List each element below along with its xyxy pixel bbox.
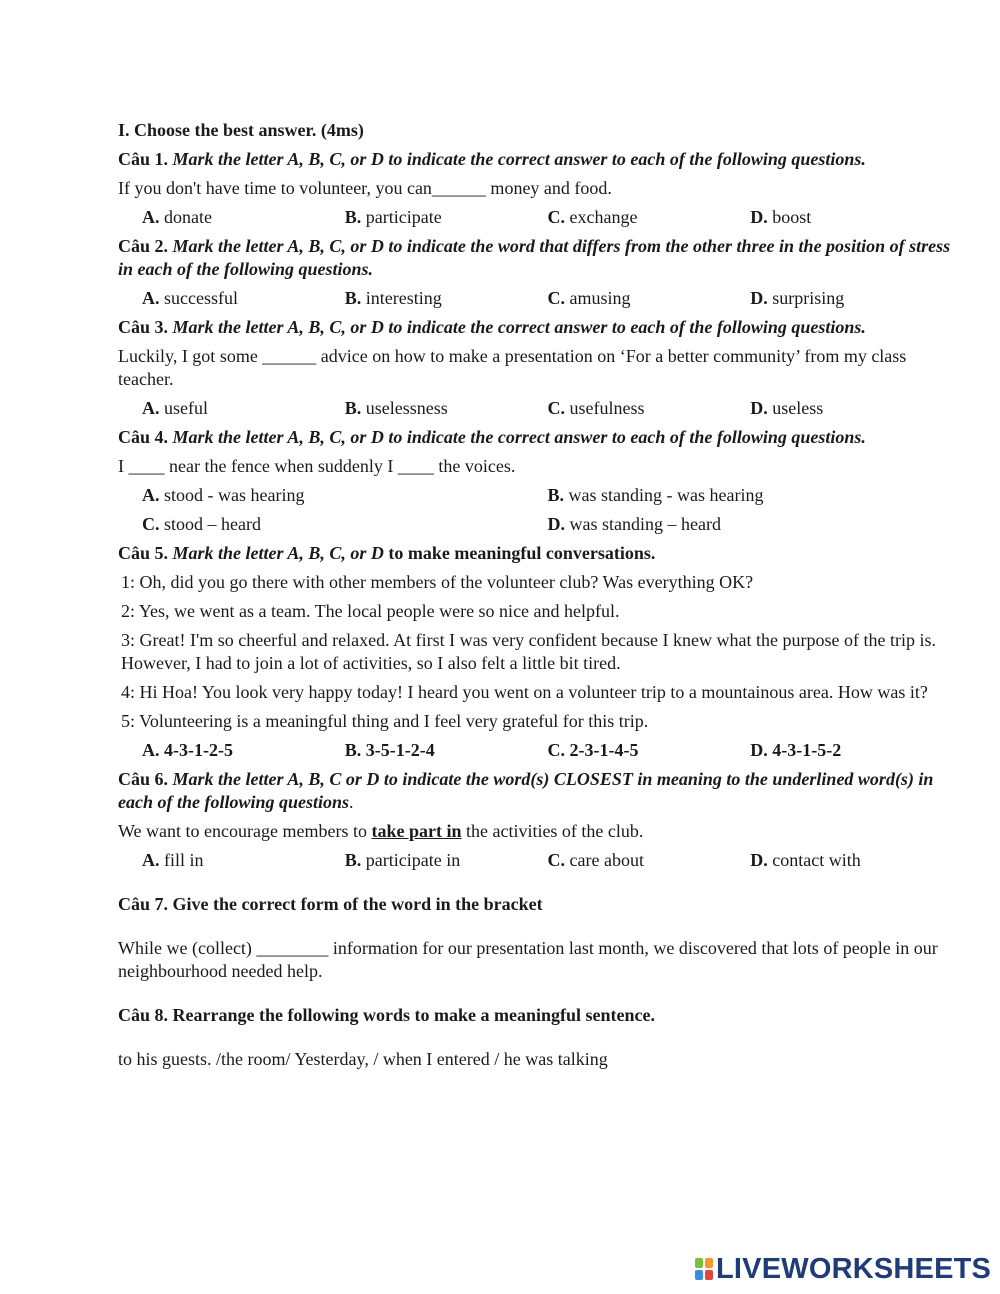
option-b[interactable]: B. uselessness bbox=[344, 398, 448, 418]
question-4-options-row-1 bbox=[118, 484, 953, 507]
option-b[interactable]: B. 3-5-1-2-4 bbox=[344, 740, 435, 760]
worksheet bbox=[118, 119, 953, 1077]
question-3-options bbox=[118, 397, 953, 420]
question-4-options-row-2 bbox=[118, 513, 953, 536]
option-a[interactable]: A. useful bbox=[142, 398, 208, 418]
option-a[interactable]: A. fill in bbox=[142, 850, 204, 870]
option-b[interactable]: B. interesting bbox=[344, 288, 442, 308]
question-8-text[interactable]: to his guests. /the room/ Yesterday, / when I entered / he was talking bbox=[118, 1049, 608, 1069]
conversation-line: 5: Volunteering is a meaningful thing and I feel very grateful for this trip. bbox=[121, 711, 649, 731]
question-instruction-end: . bbox=[349, 792, 354, 812]
question-3-header bbox=[118, 316, 953, 339]
question-1-text: If you don't have time to volunteer, you can______ money and food. bbox=[118, 178, 612, 198]
question-6-options bbox=[118, 849, 953, 872]
question-instruction: Mark the letter A, B, C, or D to indicate the correct answer to each of the following questions. bbox=[172, 317, 866, 337]
conversation-line: 2: Yes, we went as a team. The local people were so nice and helpful. bbox=[121, 601, 620, 621]
question-6-header bbox=[118, 768, 953, 814]
question-number: Câu 3. bbox=[118, 317, 169, 337]
option-a[interactable]: A. donate bbox=[142, 207, 212, 227]
conversation-line: 1: Oh, did you go there with other members of the volunteer club? Was everything OK? bbox=[121, 572, 754, 592]
section-title: I. Choose the best answer. (4ms) bbox=[118, 120, 364, 140]
question-2-header bbox=[118, 235, 953, 281]
question-instruction: Mark the letter A, B, C, or D bbox=[172, 543, 384, 563]
question-4-text: I ____ near the fence when suddenly I ____ the voices. bbox=[118, 456, 516, 476]
question-2-options bbox=[118, 287, 953, 310]
question-instruction: Mark the letter A, B, C, or D to indicate the correct answer to each of the following questions. bbox=[172, 149, 866, 169]
question-number: Câu 5. bbox=[118, 543, 169, 563]
question-number: Câu 6. bbox=[118, 769, 169, 789]
option-d[interactable]: D. boost bbox=[750, 207, 812, 227]
underlined-phrase: take part in bbox=[371, 821, 462, 841]
option-c[interactable]: C. care about bbox=[547, 850, 644, 870]
option-d[interactable]: D. 4-3-1-5-2 bbox=[750, 740, 842, 760]
option-b[interactable]: B. was standing - was hearing bbox=[547, 485, 764, 505]
question-instruction-tail: to make meaningful conversations. bbox=[388, 543, 656, 563]
question-instruction: Mark the letter A, B, C or D to indicate the word(s) CLOSEST in meaning to the underlined word(s) in each of the following questions bbox=[118, 769, 934, 812]
question-number: Câu 1. bbox=[118, 149, 169, 169]
question-4-header bbox=[118, 426, 953, 449]
question-number: Câu 4. bbox=[118, 427, 169, 447]
logo-icon bbox=[694, 1257, 714, 1281]
liveworksheets-logo bbox=[694, 1254, 991, 1284]
option-c[interactable]: C. stood – heard bbox=[142, 514, 261, 534]
logo-text: LIVEWORKSHEETS bbox=[716, 1252, 992, 1285]
option-a[interactable]: A. stood - was hearing bbox=[142, 485, 305, 505]
question-7-text[interactable]: While we (collect) ________ information for our presentation last month, we discovered that lots of people in our neighbourhood needed help. bbox=[118, 938, 938, 981]
question-6-text: We want to encourage members to take part in the activities of the club. bbox=[118, 821, 644, 841]
option-c[interactable]: C. amusing bbox=[547, 288, 631, 308]
option-c[interactable]: C. exchange bbox=[547, 207, 638, 227]
question-1-header bbox=[118, 148, 953, 171]
option-a[interactable]: A. 4-3-1-2-5 bbox=[142, 740, 233, 760]
question-instruction: Mark the letter A, B, C, or D to indicate the word that differs from the other three in the position of stress in each of the following questions. bbox=[118, 236, 951, 279]
conversation-line: 4: Hi Hoa! You look very happy today! I heard you went on a volunteer trip to a mountainous area. How was it? bbox=[121, 682, 928, 702]
question-instruction: Mark the letter A, B, C, or D to indicate the correct answer to each of the following questions. bbox=[172, 427, 866, 447]
question-1-options bbox=[118, 206, 953, 229]
question-5-options bbox=[118, 739, 953, 762]
option-a[interactable]: A. successful bbox=[142, 288, 238, 308]
question-number: Câu 2. bbox=[118, 236, 169, 256]
option-b[interactable]: B. participate in bbox=[344, 850, 461, 870]
option-b[interactable]: B. participate bbox=[344, 207, 442, 227]
option-d[interactable]: D. useless bbox=[750, 398, 824, 418]
question-8-title: Câu 8. Rearrange the following words to make a meaningful sentence. bbox=[118, 1005, 655, 1025]
conversation-line: 3: Great! I'm so cheerful and relaxed. At first I was very confident because I knew what the purpose of the trip is. However, I had to join a lot of activities, so I also felt a little bit tired. bbox=[121, 630, 936, 673]
question-7-title: Câu 7. Give the correct form of the word in the bracket bbox=[118, 894, 543, 914]
question-5-header bbox=[118, 542, 953, 565]
question-3-text: Luckily, I got some ______ advice on how to make a presentation on ‘For a better community’ from my class teacher. bbox=[118, 346, 907, 389]
option-d[interactable]: D. surprising bbox=[750, 288, 845, 308]
option-d[interactable]: D. contact with bbox=[750, 850, 861, 870]
option-d[interactable]: D. was standing – heard bbox=[547, 514, 721, 534]
option-c[interactable]: C. usefulness bbox=[547, 398, 645, 418]
option-c[interactable]: C. 2-3-1-4-5 bbox=[547, 740, 639, 760]
